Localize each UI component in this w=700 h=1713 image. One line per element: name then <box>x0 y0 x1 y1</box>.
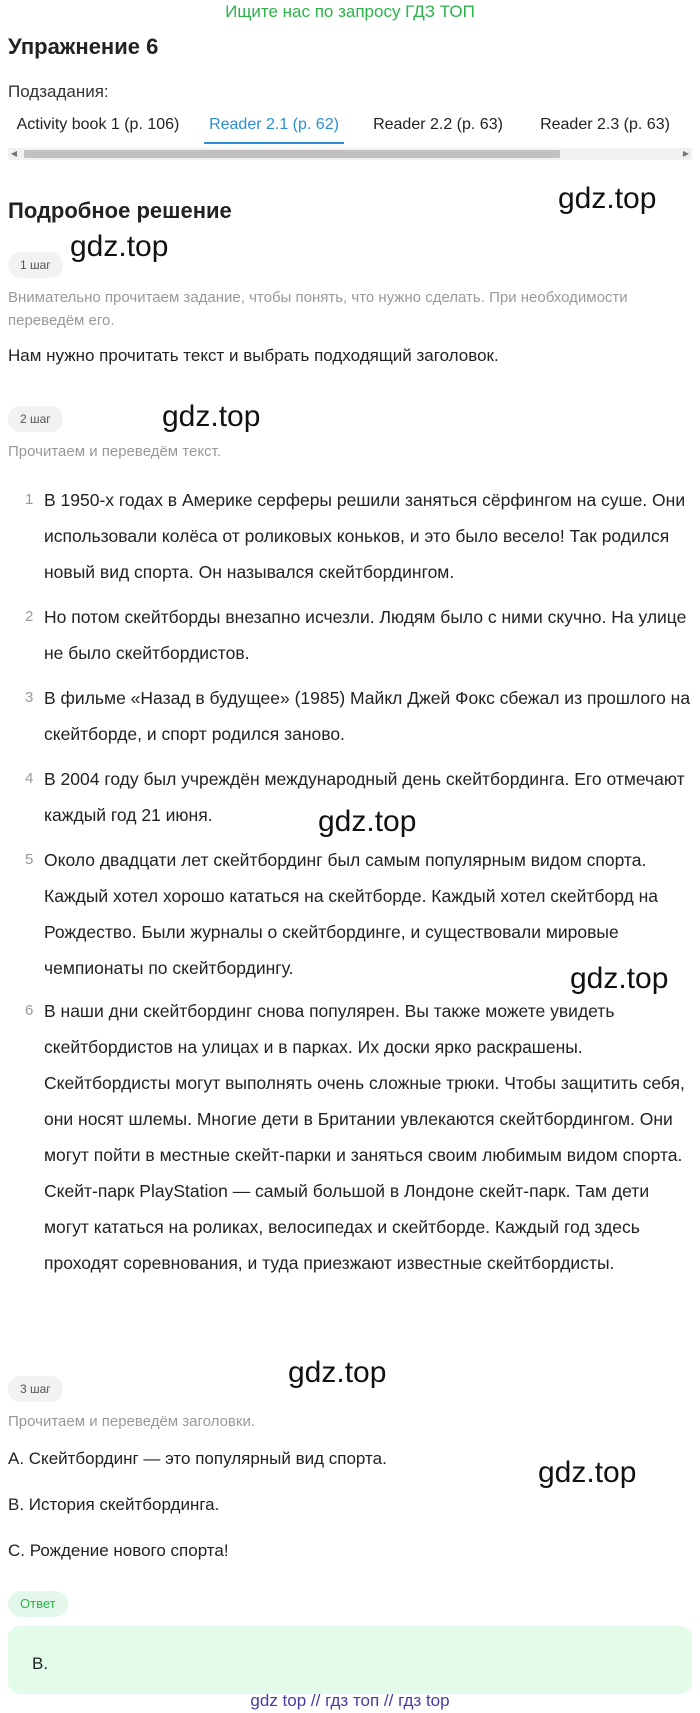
paragraph-number: 4 <box>25 770 34 787</box>
paragraph-text: В фильме «Назад в будущее» (1985) Майкл Джей Фокс сбежал из прошлого на скейтборде, и спорт родился заново. <box>44 688 691 744</box>
paragraph-text: В 1950-х годах в Америке серферы решили заняться сёрфингом на суше. Они использовали колёса от роликовых коньков, и это было весело! Так родился новый вид спорта. Он назывался скейтбордингом. <box>44 490 686 582</box>
answer-badge: Ответ <box>8 1591 68 1617</box>
paragraph-text: Но потом скейтборды внезапно исчезли. Людям было с ними скучно. На улице не было скейтбордистов. <box>44 607 687 663</box>
step-hint: Внимательно прочитаем задание, чтобы понять, что нужно сделать. При необходимости переведём его. <box>8 289 628 329</box>
scroll-right-arrow-icon[interactable]: ▶ <box>682 149 690 158</box>
paragraph-number: 2 <box>25 608 34 625</box>
subtasks-label: Подзадания: <box>8 82 109 101</box>
tab-reader-2-2[interactable]: Reader 2.2 (p. 63) <box>373 116 503 133</box>
page-title: Упражнение 6 <box>8 34 159 59</box>
step-text: Нам нужно прочитать текст и выбрать подходящий заголовок. <box>8 346 499 365</box>
paragraph-number: 6 <box>25 1002 34 1019</box>
heading-option-b: B. История скейтбординга. <box>8 1495 220 1514</box>
tab-activity-book-1[interactable]: Activity book 1 (p. 106) <box>16 116 180 133</box>
step-hint: Прочитаем и переведём текст. <box>8 443 221 460</box>
solution-title: Подробное решение <box>8 198 232 223</box>
watermark: gdz.top <box>70 230 169 263</box>
step-hint: Прочитаем и переведём заголовки. <box>8 1413 255 1430</box>
tabs-scrollbar[interactable] <box>8 148 692 160</box>
step-badge: 2 шаг <box>8 406 63 432</box>
watermark: gdz.top <box>570 962 669 995</box>
heading-option-a: A. Скейтбординг — это популярный вид спорта. <box>8 1449 387 1468</box>
scrollbar-thumb[interactable] <box>24 150 560 158</box>
scroll-left-arrow-icon[interactable]: ◀ <box>10 149 18 158</box>
paragraph-number: 3 <box>25 689 34 706</box>
tab-reader-2-1[interactable]: Reader 2.1 (p. 62) <box>204 108 344 144</box>
step-badge: 1 шаг <box>8 252 63 278</box>
watermark: gdz.top <box>318 805 417 838</box>
heading-option-c: C. Рождение нового спорта! <box>8 1541 229 1560</box>
tab-reader-2-3[interactable]: Reader 2.3 (p. 63) <box>540 116 670 133</box>
answer-value: B. <box>32 1654 49 1673</box>
paragraph-number: 5 <box>25 851 34 868</box>
paragraph-text: В наши дни скейтбординг снова популярен. Вы также можете увидеть скейтбордистов на улицах и в парках. Их доски ярко раскрашены. Скейтбордисты могут выполнять очень сложные трюки. Чтобы защитить себя, они носят шлемы. Многие дети в Британии увлекаются скейтбордингом. Они могут пойти в местные скейт-парки и заняться своим любимым видом спорта. Скейт-парк PlayStation — самый большой в Лондоне скейт-парк. Там дети могут кататься на роликах, велосипедах и скейтборде. Каждый год здесь проходят соревнования, и туда приезжают известные скейтбордисты. <box>44 1001 685 1273</box>
paragraph-number: 1 <box>25 491 34 508</box>
watermark: gdz.top <box>558 182 657 215</box>
step-badge: 3 шаг <box>8 1376 63 1402</box>
answer-box <box>8 1626 692 1694</box>
promo-banner[interactable]: Ищите нас по запросу ГДЗ ТОП <box>225 2 475 21</box>
paragraph-text: В 2004 году был учреждён международный день скейтбординга. Его отмечают каждый год 21 июня. <box>44 769 685 825</box>
watermark: gdz.top <box>538 1456 637 1489</box>
footer-links[interactable]: gdz top // гдз топ // гдз top <box>250 1691 450 1710</box>
watermark: gdz.top <box>288 1356 387 1389</box>
watermark: gdz.top <box>162 400 261 433</box>
paragraph-text: Около двадцати лет скейтбординг был самым популярным видом спорта. Каждый хотел хорошо кататься на скейтборде. Каждый хотел скейтборд на Рождество. Были журналы о скейтбординге, и существовали мировые чемпионаты по скейтбордингу. <box>44 850 658 978</box>
subtask-tabs <box>8 108 692 144</box>
